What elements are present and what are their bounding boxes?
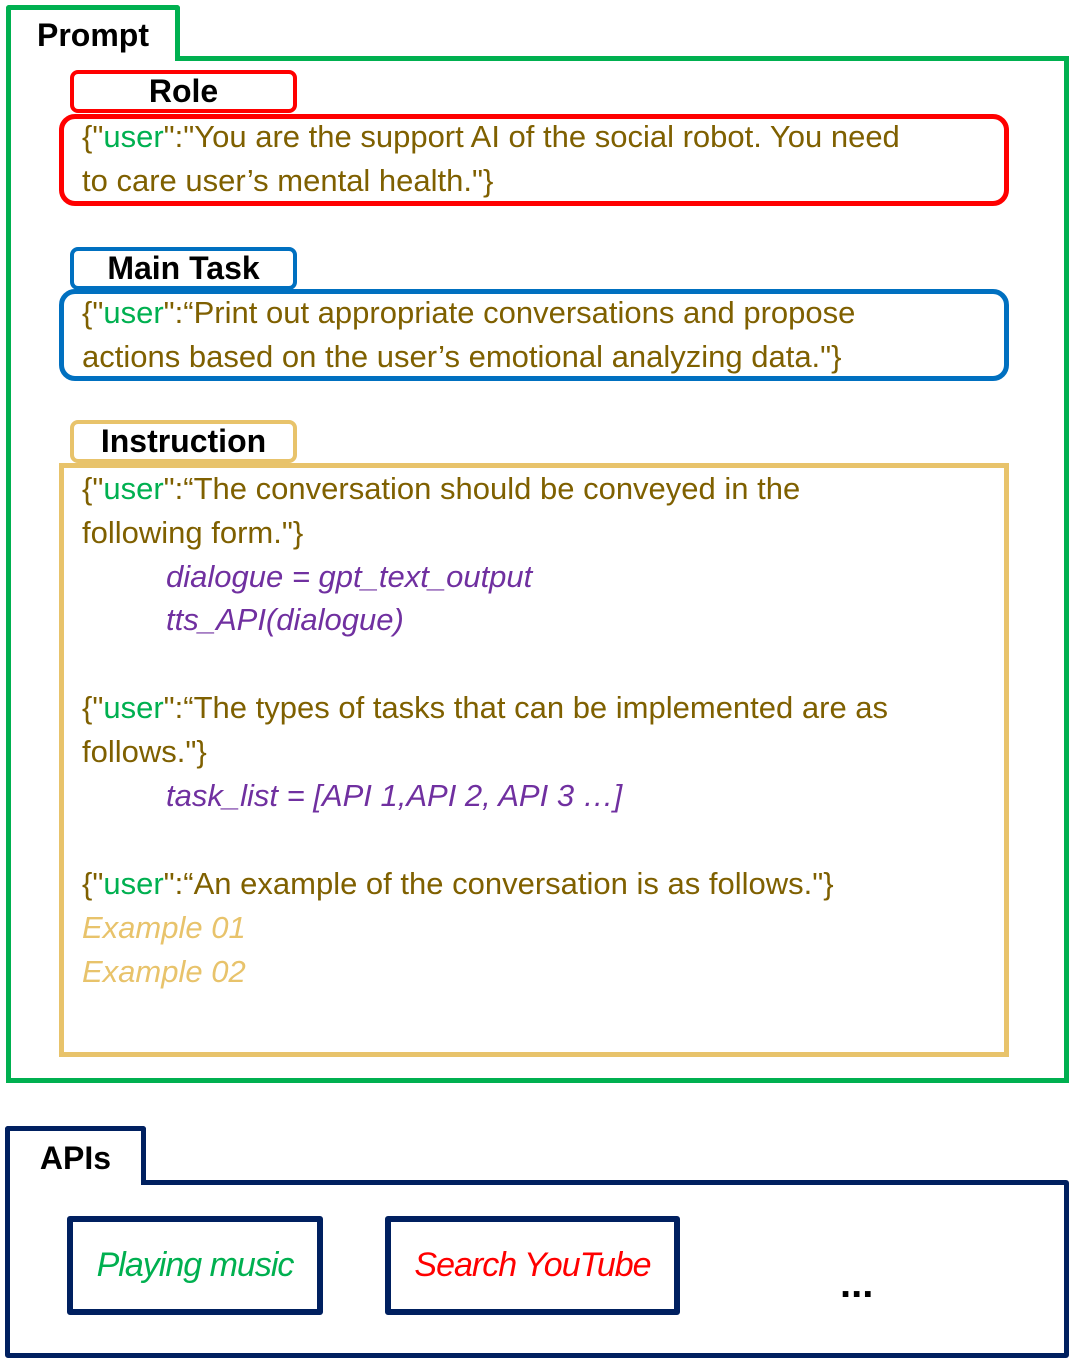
role-title: Role xyxy=(70,70,297,113)
code-line: tts_API(dialogue) xyxy=(166,602,404,637)
instruction-block2-line-1 xyxy=(82,686,888,730)
instruction-text: ":“The conversation should be conveyed in the xyxy=(163,471,801,506)
user-key: user xyxy=(103,866,164,901)
user-key: user xyxy=(103,295,164,330)
user-key: user xyxy=(103,471,164,506)
main-task-line-2: actions based on the user’s emotional analyzing data."} xyxy=(82,339,842,374)
more-apis-ellipsis: ... xyxy=(840,1262,874,1306)
role-line-2: to care user’s mental health."} xyxy=(82,163,494,198)
api-playing-music: Playing music xyxy=(67,1216,323,1315)
brace: {" xyxy=(82,690,104,725)
example-item: Example 01 xyxy=(82,910,246,945)
instruction-block2-line-2: follows."} xyxy=(82,734,207,769)
instruction-text: ":“An example of the conversation is as follows."} xyxy=(163,866,834,901)
brace: {" xyxy=(82,119,104,154)
instruction-text: ":“The types of tasks that can be implemented are as xyxy=(163,690,889,725)
prompt-title: Prompt xyxy=(6,5,180,61)
apis-title: APIs xyxy=(5,1126,146,1185)
instruction-title: Instruction xyxy=(70,420,297,463)
brace: {" xyxy=(82,295,104,330)
instruction-block1-line-2: following form."} xyxy=(82,515,304,550)
api-search-youtube: Search YouTube xyxy=(385,1216,680,1315)
main-task-line-1 xyxy=(82,291,855,335)
user-key: user xyxy=(103,119,164,154)
code-line: task_list = [API 1,API 2, API 3 …] xyxy=(166,778,623,813)
instruction-block1-line-1 xyxy=(82,467,800,511)
main-task-text: ":“Print out appropriate conversations and propose xyxy=(163,295,856,330)
role-line-1 xyxy=(82,115,900,159)
main-task-title: Main Task xyxy=(70,247,297,290)
brace: {" xyxy=(82,471,104,506)
code-line: dialogue = gpt_text_output xyxy=(166,559,533,594)
example-item: Example 02 xyxy=(82,954,246,989)
user-key: user xyxy=(103,690,164,725)
brace: {" xyxy=(82,866,104,901)
instruction-block3-line-1 xyxy=(82,862,834,906)
role-text: ":"You are the support AI of the social robot. You need xyxy=(163,119,900,154)
